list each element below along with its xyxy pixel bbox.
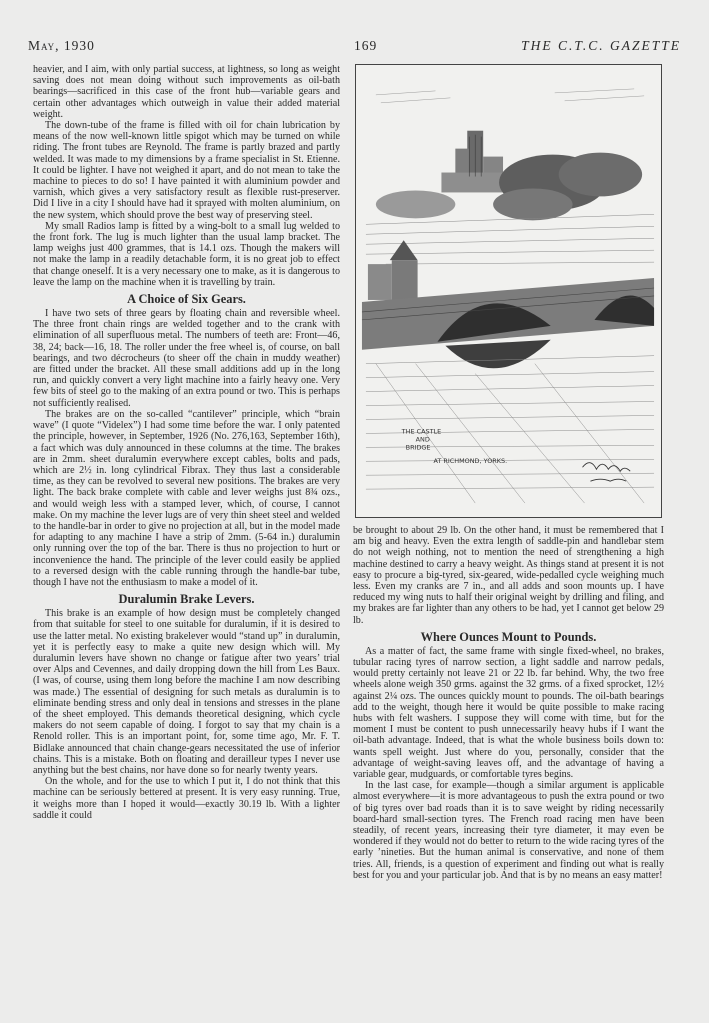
riverside-houses <box>368 240 418 300</box>
sky-hatching <box>376 89 644 103</box>
paragraph: I have two sets of three gears by floating chain and reversible wheel. The three front chain rings are welded together and to the crank with elimination of all superfluous metal. The numbers of teeth are: Front—46, 38, 24; back—16, 18. The roller under the free wheel is, of course, on ball bearings, and two décrocheurs (to sheer off the chain in muddy weather) are fitted under the bracket. All these small additions add up in the long run, and quickly convert a very light machine into a fairly heavy one. Very few bits of steel go to the making of an extra pound or two. This is perhaps not sufficiently realised. <box>33 308 340 409</box>
paragraph: As a matter of fact, the same frame with single fixed-wheel, no brakes, tubular racing tyres of narrow section, a light saddle and narrow pedals, would pretty certainly not leave 21 or 22 lb. far behind. Why, the two free wheels alone weigh 350 grms. against the 32 grms. of a fixed sprocket, 12½ against 2¼ ozs. The ounces quickly mount to pounds. The oil-bath bearings add to the weight, though here it would be quite possible to make racing hubs with felt washers. I suppose they will come with time, but for the moment I must be content to push unnecessarily heavy hubs if I want the oil-bath advantage. Indeed, that is what the whole business boils down to: wants spell weight. Just where do you, personally, consider that the advantage of weight-saving leaves off, and the advantage of having a variable gear, mudguards, or comfortable tyres begins. <box>353 645 664 781</box>
paragraph: heavier, and I aim, with only partial success, at lightness, so long as weight saving does not mean doing without such improvements as oil-bath bearings—sacrificed in this case of the front hub—variable gears and certain other advantages which outweigh in value their added material weight. <box>33 64 340 120</box>
caption-line: BRIDGE <box>405 443 431 452</box>
paragraph: The brakes are on the so-called “cantilever” principle, which “brain wave” (I quote “Videlex”) I had some time before the war. I only patented the principle, however, in September, 1926 (No. 276,163, September 16th), a fact which was duly announced in these columns at the time. The brakes are in 2mm. sheet duralumin everywhere except cables, bolts and pads, which are 2½ in. long cylindrical Fibrax. They thus last a considerable time, as they can be revolved to several new positions. The brakes are very light. The back brake complete with cable and lever weighs just 8¾ ozs., and would weigh less with a stamped lever, which, of course, I cannot make. On my machine the lever lugs are of very thin sheet steel and welded to the handle-bar in order to give no projection at all, but in the model made for adapting to any machine I have a strip of 2mm. (5-64 in.) duralumin only running over the top of the bar. There is thus no projection to hurt or inconvenience the hand. The principle of the lever could easily be applied to a reversed design with the cable running through the handle-bar tube, though I have not the enthusiasm to make a model of it. <box>33 408 340 588</box>
issue-date: May, 1930 <box>28 38 95 53</box>
paragraph: On the whole, and for the use to which I put it, I do not think that this machine can be seriously bettered at present. It is very easy running. True, it weighs more than I hoped it would—exactly 30.19 lb. With a lighter saddle it could <box>33 776 340 821</box>
sketch-drawing <box>356 65 661 517</box>
caption-line: THE CASTLE <box>401 427 442 436</box>
castle-bridge-illustration <box>355 64 662 518</box>
paragraph: The down-tube of the frame is filled with oil for chain lubrication by means of the now well-known little spigot which may be turned on while riding. The front tubes are Reynold. The frame is partly brazed and partly welded. It was made to my dimensions by a frame specialist in St. Etienne. It could be lighter. I have not weighed it apart, and do not mean to take the machine to pieces to do so! I have painted it with aluminium powder and varnish, which gives a very satisfactory result as flexible rust-preserver. Did I live in a city I should have had it sprayed with molten aluminium, on the new system, which should prove the best way of preserving steel. <box>33 120 340 221</box>
running-head <box>24 38 685 58</box>
caption-line: AT RICHMOND, YORKS. <box>433 457 508 466</box>
river-water <box>366 340 654 503</box>
caption-line: AND <box>415 435 430 444</box>
right-column <box>353 525 664 881</box>
publication-title: THE C.T.C. GAZETTE <box>521 38 681 53</box>
paragraph: This brake is an example of how design must be completely changed from that suitable for steel to one suitable for duralumin, if it is desired to use the latter metal. No existing brakelever would “stand up” in duralumin, yet it is perfectly easy to make a quite new design which will. My duralumin levers have shown no change or fatigue after two years’ trial over Alps and Cevennes, and daily dropping down the hill from Les Baux. (I was, of course, using them long before the machine I am now describing was made.) The essential of designing for such metals as duralumin is to eliminate bending stress and only deal in tensions and stresses in the plane of the sheet employed. This demands theoretical designing, which cycle makers do not seem capable of doing. I forgot to say that my chain is a Renold roller. This is an important point, for, some time ago, Mr. F. T. Bidlake announced that chain change-gears necessitated the use of inferior chains. This is a mistake. Both on floating and derailleur types I never use anything but the best chains, nor have done so for nearly twenty years. <box>33 608 340 776</box>
page-number: 169 <box>354 38 378 53</box>
left-column <box>33 64 340 821</box>
section-heading: Where Ounces Mount to Pounds. <box>420 629 597 644</box>
paragraph: be brought to about 29 lb. On the other hand, it must be remembered that I am big and heavy. Even the extra length of saddle-pin and handlebar stem do not weigh nothing, not to mention the need of strengthening a high machine destined to carry a heavy weight. As things stand at present it is not easy to procure a big-tyred, six-geared, wide-pedalled cycle weighing much less. Even my cranks are 7 in., and all adds and soon mounts up. I have reduced my wing nuts to half their original weight by drilling and filing, and my brakes are far lighter than any others to be had, yet I cannot get below 29 lb. <box>353 525 664 626</box>
paragraph: My small Radios lamp is fitted by a wing-bolt to a small lug welded to the front fork. The lug is much lighter than the usual lamp bracket. The lamp weighs just 400 grammes, that is 14.1 ozs. Though the makers will not make the lamp in a readily detachable form, it is no great job to effect that change oneself. It is a very necessary one to make, as it is dangerous to leave the lamp on the machine when it is travelling by train. <box>33 220 340 288</box>
section-heading: A Choice of Six Gears. <box>127 292 246 307</box>
section-heading: Duralumin Brake Levers. <box>118 592 255 607</box>
paragraph: In the last case, for example—though a similar argument is applicable almost everywhere—it is more advantageous to push the extra pound or two of big tyres over bad roads than it is to save weight by riding necessarily board-hard small-section tyres. The French road racing men have been steadily, of recent years, increasing their tyre diameter, it may even be wondered if they would not do better to return to the wide racing tyres of the early ’nineties. But the human animal is conservative, and none of them tries. All, friends, is a question of experiment and finding out what is really best for you and your particular job. And that is by no means an easy matter! <box>353 780 664 881</box>
hill-trees <box>376 153 642 221</box>
artist-signature <box>583 463 631 481</box>
